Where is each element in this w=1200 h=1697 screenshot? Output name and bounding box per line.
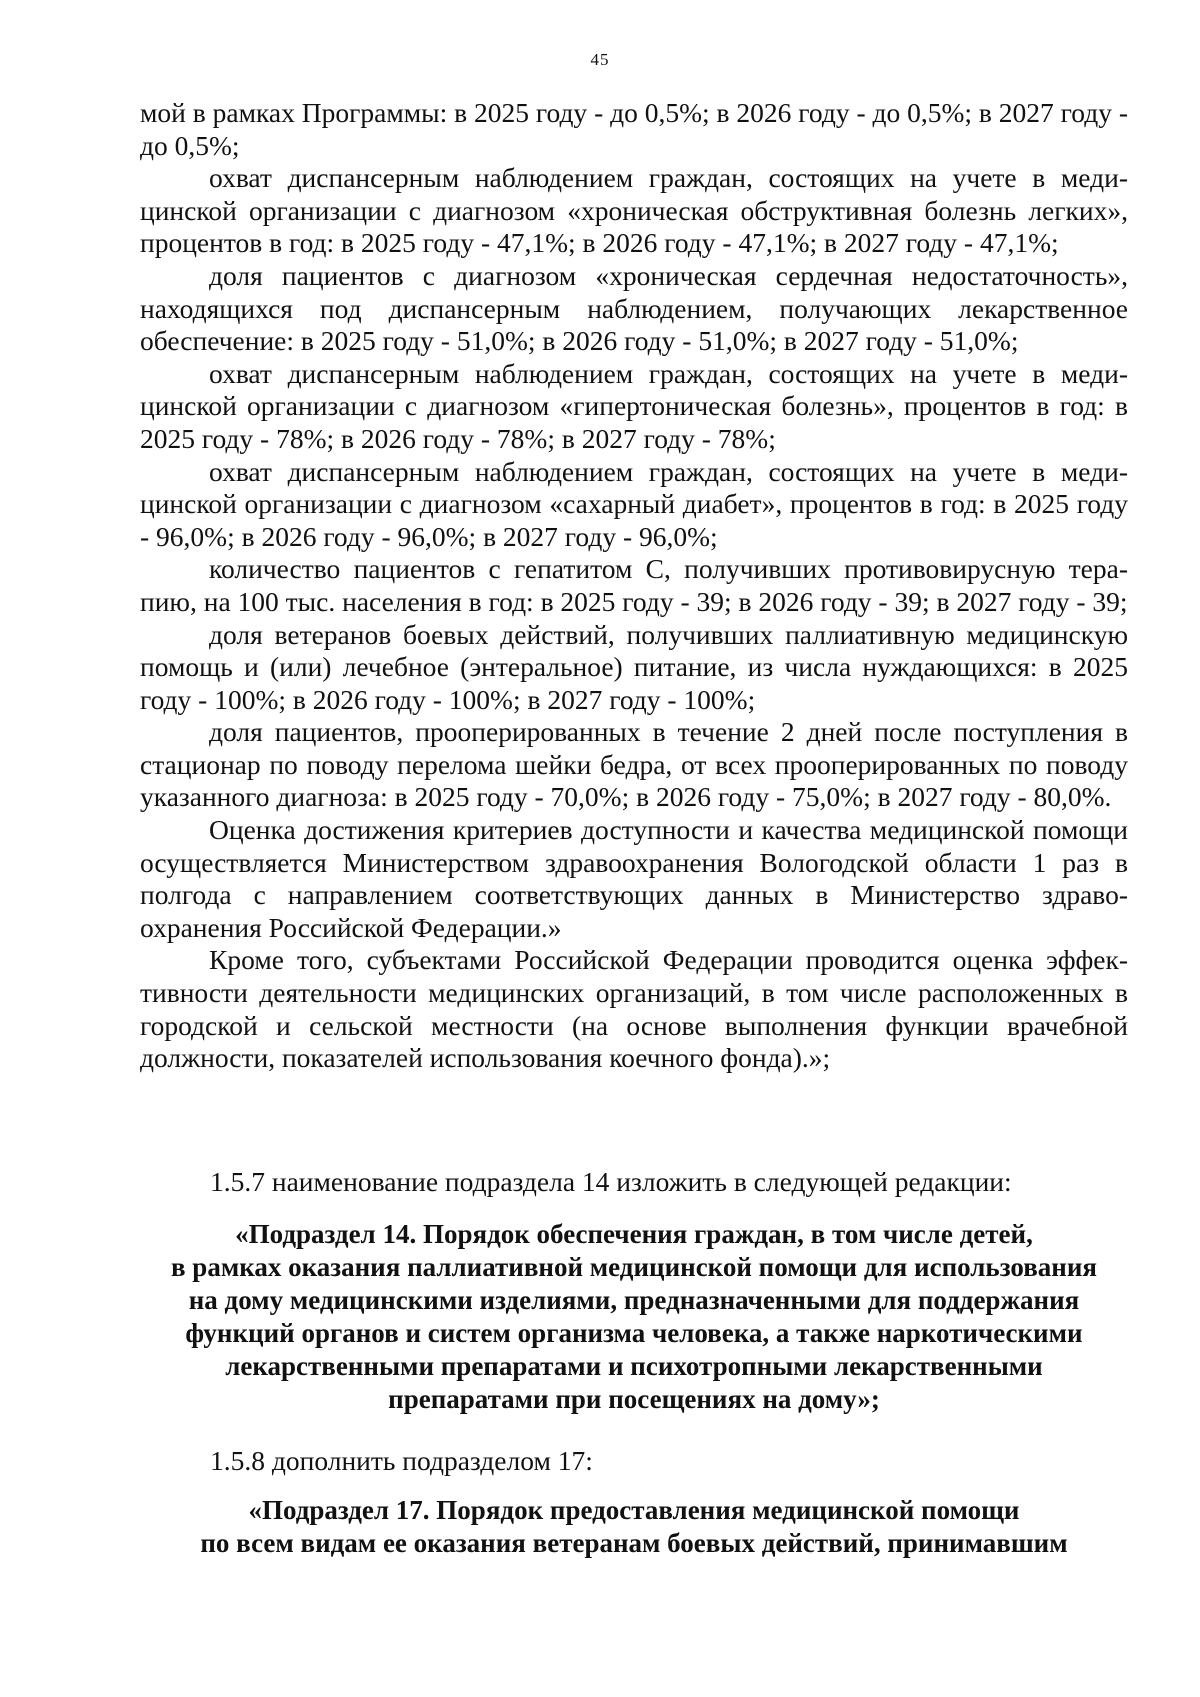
paragraph-veterans-palliative: доля ветеранов боевых действий, получивших паллиативную медицинскую помощь и (или) лечебное (энтеральное) питание, из числа нуждающихся: в 2025 году - 100%; в 2026 году - 100%; в 2027 году - 100%;	[140, 618, 1128, 715]
paragraph-diabetes-coverage: охват диспансерным наблюдением граждан, состоящих на учете в медицинской организации с диагнозом «сахарный диабет», процентов в год: в 2025 году - 96,0%; в 2026 году - 96,0%; в 2027 году - 96,0%;	[140, 455, 1128, 552]
paragraph-hip-fracture: доля пациентов, прооперированных в течение 2 дней после поступления в стационар по поводу перелома шейки бедра, от всех прооперированных по поводу указанного диагноза: в 2025 году - 70,0%; в 2026 году - 75,0%; в 2027 году - 80,0%.	[140, 716, 1128, 813]
paragraph-continuation: мой в рамках Программы: в 2025 году - до 0,5%; в 2026 году - до 0,5%; в 2027 году - до 0,5%;	[140, 97, 1128, 161]
paragraph-assessment: Оценка достижения критериев доступности и качества медицинской помощи осуществляется Министерством здравоохранения Вологодской области 1 раз в полгода с направлением соответствующих данных в Министерство здравоохранения Российской Федерации.»	[140, 814, 1128, 943]
paragraph-efficiency: Кроме того, субъектами Российской Федерации проводится оценка эффективности деятельности медицинских организаций, в том числе расположенных в городской и сельской местности (на основе выполнения функции врачебной должности, показателей использования коечного фонда).»;	[140, 944, 1128, 1074]
paragraph-copd-coverage: охват диспансерным наблюдением граждан, состоящих на учете в медицинской организации с диагнозом «хроническая обструктивная болезнь легких», процентов в год: в 2025 году - 47,1%; в 2026 году - 47,1%; в 2027 году - 47,1%;	[140, 162, 1128, 259]
heading-line: функций органов и систем организма человека, а также наркотическими	[185, 1318, 1083, 1348]
heading-line: лекарственными препаратами и психотропными лекарственными	[225, 1351, 1043, 1381]
paragraph-heart-failure-share: доля пациентов с диагнозом «хроническая сердечная недостаточность», находящихся под диспансерным наблюдением, получающих лекарственное обеспечение: в 2025 году - 51,0%; в 2026 году - 51,0%; в 2027 году - 51,0%;	[140, 259, 1128, 357]
body-text	[140, 97, 1128, 1075]
amendment-1-5-8: 1.5.8 дополнить подразделом 17:	[210, 1445, 593, 1476]
heading-line: на дому медицинскими изделиями, предназначенными для поддержания	[188, 1285, 1080, 1315]
heading-line: по всем видам ее оказания ветеранам боевых действий, принимавшим	[200, 1528, 1068, 1558]
paragraph-hypertension-coverage: охват диспансерным наблюдением граждан, состоящих на учете в медицинской организации с диагнозом «гипертоническая болезнь», процентов в год: в 2025 году - 78%; в 2026 году - 78%; в 2027 году - 78%;	[140, 357, 1128, 454]
heading-line: препаратами при посещениях на дому»;	[388, 1384, 880, 1414]
heading-line: в рамках оказания паллиативной медицинской помощи для использования	[170, 1252, 1098, 1282]
subsection-14-heading	[140, 1218, 1128, 1416]
paragraph-hepatitis-c: количество пациентов с гепатитом С, получивших противовирусную терапию, на 100 тыс. населения в год: в 2025 году - 39; в 2026 году - 39; в 2027 году - 39;	[140, 553, 1128, 617]
heading-line: «Подраздел 17. Порядок предоставления медицинской помощи	[248, 1495, 1020, 1525]
amendment-1-5-7: 1.5.7 наименование подраздела 14 изложить в следующей редакции:	[210, 1166, 1012, 1197]
page-number: 45	[590, 50, 610, 69]
subsection-17-heading	[140, 1494, 1128, 1560]
heading-line: «Подраздел 14. Порядок обеспечения граждан, в том числе детей,	[235, 1219, 1033, 1249]
